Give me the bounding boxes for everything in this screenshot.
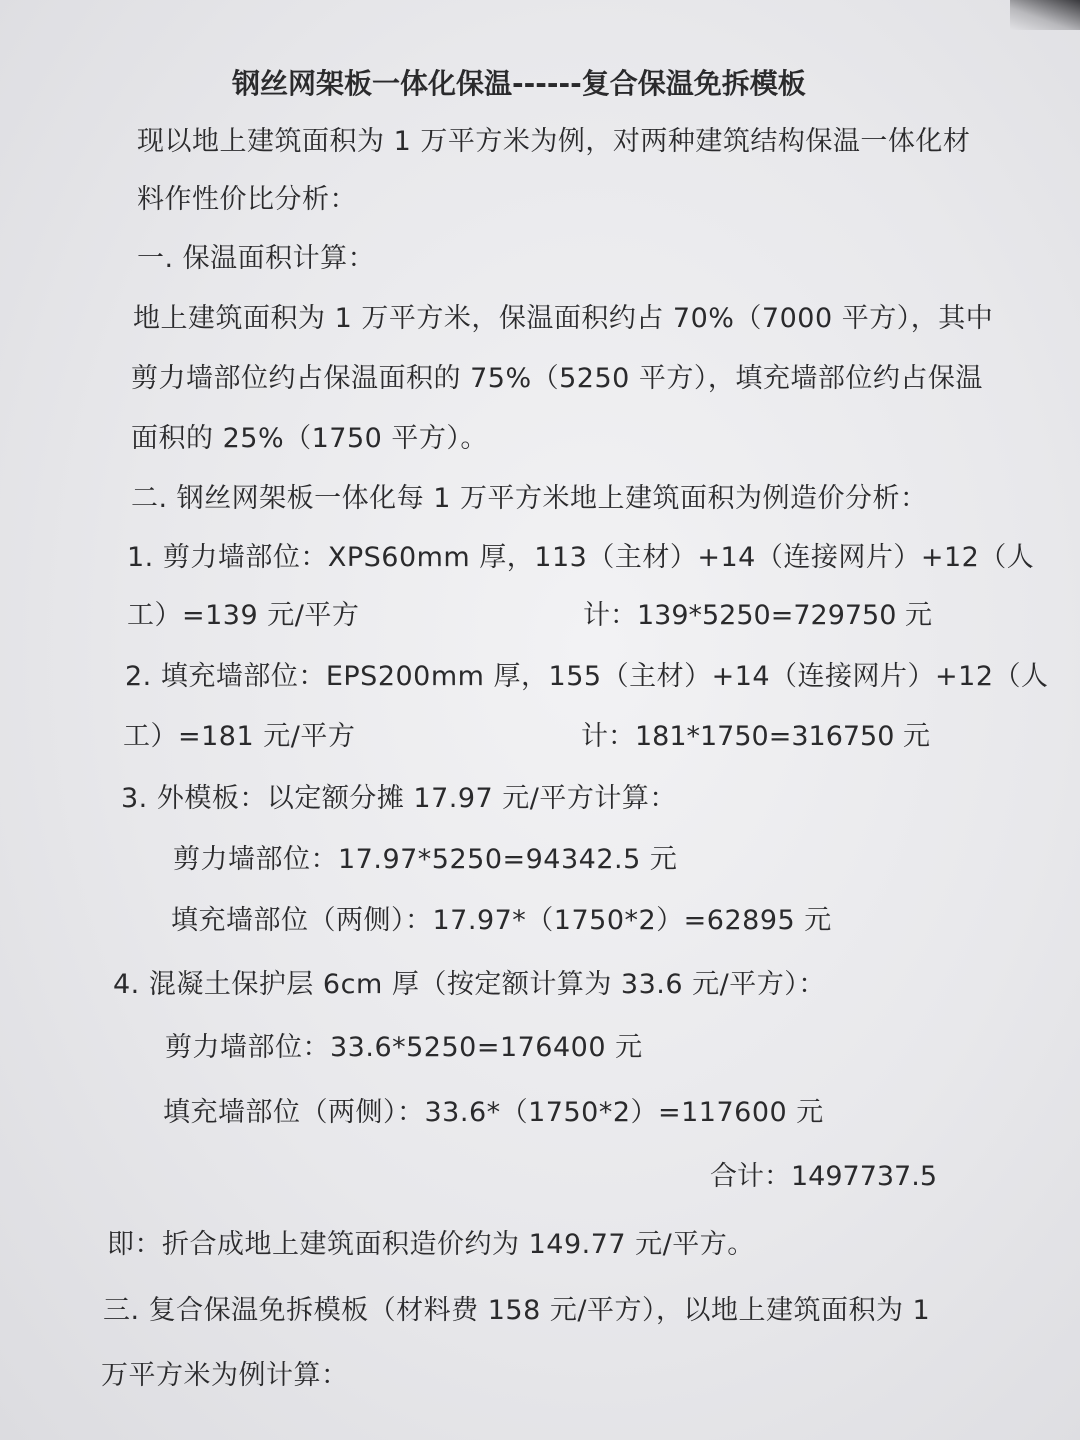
section3-line-1: 三. 复合保温免拆模板（材料费 158 元/平方），以地上建筑面积为 1 (103, 1295, 931, 1326)
item1-line-2: 工）=139 元/平方 (127, 600, 360, 631)
item4-heading: 4. 混凝土保护层 6cm 厚（按定额计算为 33.6 元/平方）： (113, 969, 826, 1000)
section1-line-1: 地上建筑面积为 1 万平方米，保温面积约占 70%（7000 平方），其中 (133, 303, 994, 334)
section1-line-2: 剪力墙部位约占保温面积的 75%（5250 平方），填充墙部位约占保温 (131, 363, 983, 394)
item2-total: 计：181*1750=316750 元 (580, 721, 930, 752)
item4-line-2: 填充墙部位（两侧）：33.6*（1750*2）=117600 元 (163, 1097, 824, 1128)
item2-line-1: 2. 填充墙部位：EPS200mm 厚，155（主材）+14（连接网片）+12（人 (125, 661, 1049, 692)
intro-line-2: 料作性价比分析： (137, 184, 357, 215)
background-shadow (1010, 0, 1080, 30)
item1-total: 计：139*5250=729750 元 (582, 600, 932, 631)
section2-heading: 二. 钢丝网架板一体化每 1 万平方米地上建筑面积为例造价分析： (131, 483, 928, 514)
sum-total: 合计：1497737.5 (709, 1161, 937, 1192)
conclusion-line: 即：折合成地上建筑面积造价约为 149.77 元/平方。 (107, 1229, 755, 1260)
item4-line-1: 剪力墙部位：33.6*5250=176400 元 (165, 1032, 643, 1063)
item3-heading: 3. 外模板：以定额分摊 17.97 元/平方计算： (121, 783, 677, 814)
section1-heading: 一. 保温面积计算： (137, 243, 376, 274)
item1-line-1: 1. 剪力墙部位：XPS60mm 厚，113（主材）+14（连接网片）+12（人 (127, 542, 1035, 573)
section1-line-3: 面积的 25%（1750 平方）。 (131, 423, 488, 454)
document-title: 钢丝网架板一体化保温------复合保温免拆模板 (232, 67, 806, 100)
section3-line-2: 万平方米为例计算： (101, 1360, 349, 1391)
item3-line-2: 填充墙部位（两侧）：17.97*（1750*2）=62895 元 (171, 905, 832, 936)
item2-line-2: 工）=181 元/平方 (123, 721, 356, 752)
item3-line-1: 剪力墙部位：17.97*5250=94342.5 元 (173, 844, 678, 875)
intro-line-1: 现以地上建筑面积为 1 万平方米为例，对两种建筑结构保温一体化材 (137, 126, 971, 157)
